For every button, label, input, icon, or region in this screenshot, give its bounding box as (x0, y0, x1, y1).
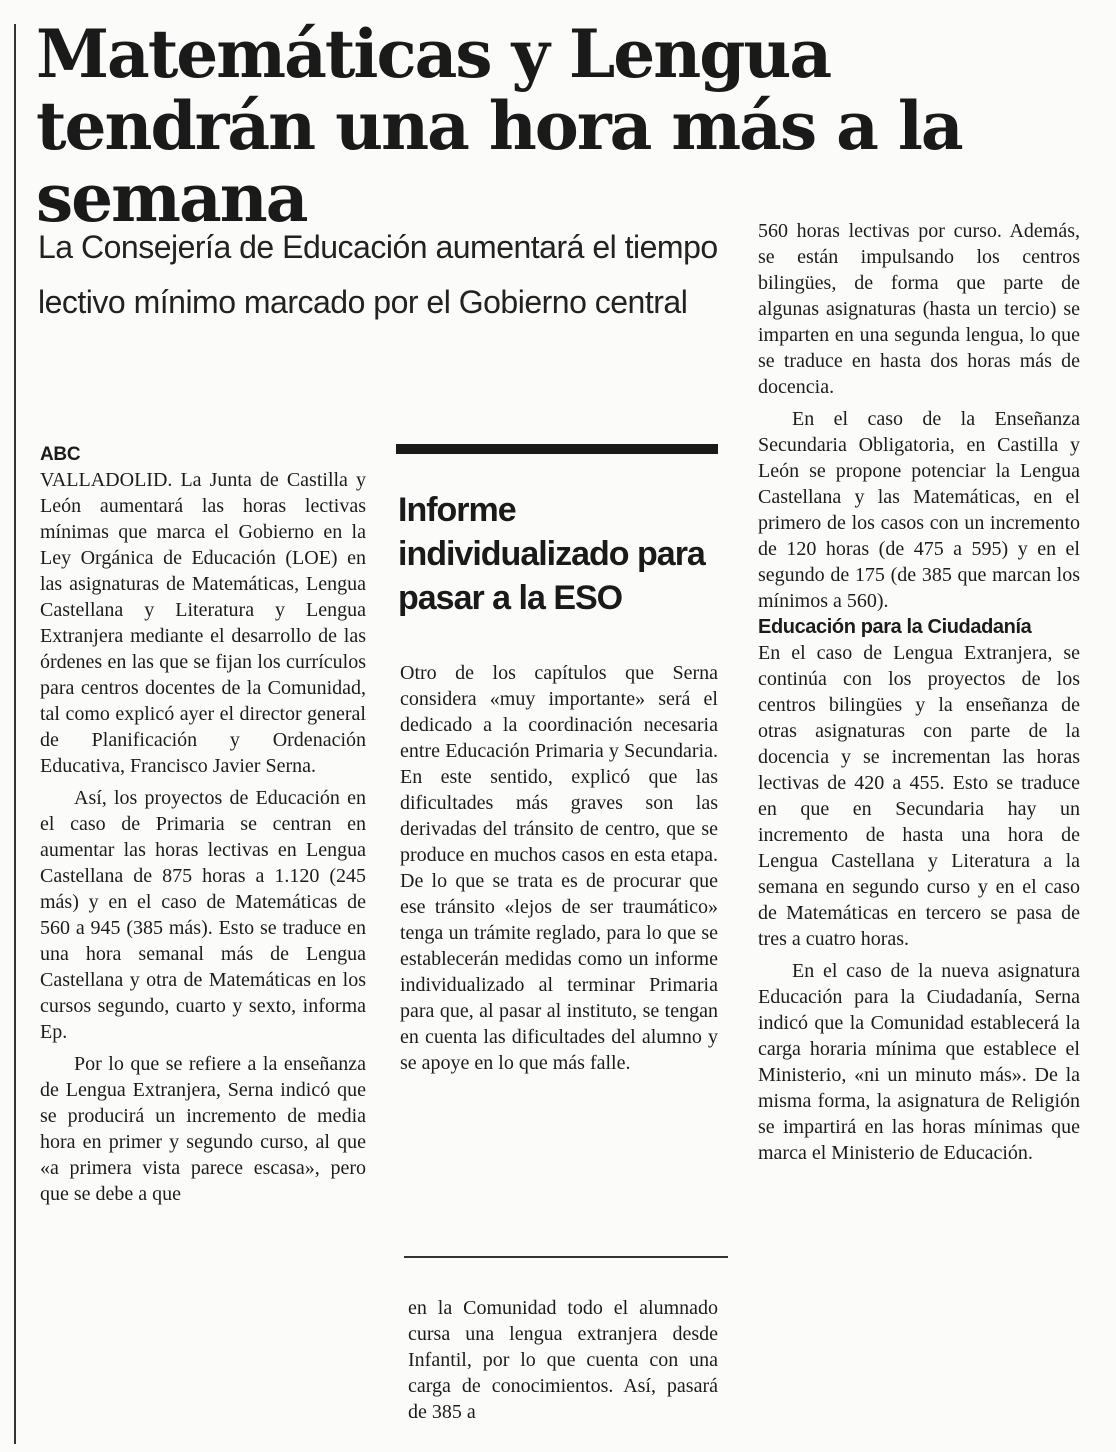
paragraph: En el caso de la Enseñanza Secundaria Obligatoria, en Castilla y León se propone potenciar la Lengua Castellana y las Matemáticas, en el primero de los casos con un incremento de 120 horas (de 475 a 595) y en el segundo de 175 (de 385 que marcan los mínimos a 560). (758, 408, 1080, 612)
paragraph: 560 horas lectivas por curso. Además, se están impulsando los centros bilingües, de forma que parte de algunas asignaturas (hasta un tercio) se imparten en una segunda lengua, lo que se traduce en hasta dos horas más de docencia. (758, 220, 1080, 398)
sidebar-title: Informe individualizado para pasar a la ESO (398, 491, 705, 617)
subheading: Educación para la Ciudadanía (758, 616, 1032, 638)
byline: ABC (40, 444, 81, 465)
paragraph: En el caso de Lengua Extranjera, se continúa con los proyectos de los centros bilingües y la enseñanza de otras asignaturas con parte de la docencia y se incrementan las horas lectivas de 420 a 455. Esto se traduce en que en Secundaria hay un incremento de hasta una hora de Lengua Castellana y Literatura a la semana en segundo curso y en el caso de Matemáticas en tercero se pasa de tres a cuatro horas. (758, 642, 1080, 950)
column-1 (40, 443, 366, 1207)
paragraph: en la Comunidad todo el alumnado cursa una lengua extranjera desde Infantil, por lo que cuenta con una carga de conocimientos. Así, pasará de 385 a (408, 1297, 718, 1423)
paragraph: Por lo que se refiere a la enseñanza de Lengua Extranjera, Serna indicó que se producirá un incremento de media hora en primer y segundo curso, al que «a primera vista parece escasa», pero que se debe a que (40, 1053, 366, 1205)
column-3 (758, 218, 1080, 1166)
paragraph: Otro de los capítulos que Serna considera «muy importante» será el dedicado a la coordinación necesaria entre Educación Primaria y Secundaria. En este sentido, explicó que las dificultades más graves son las derivadas del tránsito de centro, que se produce en muchos casos en esta etapa. De lo que se trata es de procurar que ese tránsito «lejos de ser traumático» tenga un trámite reglado, para lo que se establecerán medidas como un informe individualizado al terminar Primaria para que, al pasar al instituto, se tengan en cuenta las dificultades del alumno y se apoye en lo que más falle. (400, 662, 718, 1074)
paragraph: En el caso de la nueva asignatura Educación para la Ciudadanía, Serna indicó que la Comunidad establecerá la carga horaria mínima que establece el Ministerio, «ni un minuto más». De la misma forma, la asignatura de Religión se impartirá en las horas mínimas que marca el Ministerio de Educación. (758, 960, 1080, 1164)
column-2-continuation (408, 1295, 718, 1425)
page-left-rule (14, 24, 16, 1444)
sidebar-top-rule (396, 444, 718, 454)
sidebar-bottom-rule (404, 1256, 728, 1258)
paragraph: Así, los proyectos de Educación en el caso de Primaria se centran en aumentar las horas lectivas en Lengua Castellana de 875 horas a 1.120 (245 más) y en el caso de Matemáticas de 560 a 945 (385 más). Esto se traduce en una hora semanal más de Lengua Castellana y otra de Matemáticas en los cursos segundo, cuarto y sexto, informa Ep. (40, 787, 366, 1043)
headline: Matemáticas y Lengua tendrán una hora más a la semana (36, 15, 962, 237)
paragraph: VALLADOLID. La Junta de Castilla y León aumentará las horas lectivas mínimas que marca el Gobierno en la Ley Orgánica de Educación (LOE) en las asignaturas de Matemáticas, Lengua Castellana y Literatura y Lengua Extranjera mediante el desarrollo de las órdenes en las que se fijan los currículos para centros docentes de la Comunidad, tal como explicó ayer el director general de Planificación y Ordenación Educativa, Francisco Javier Serna. (40, 469, 366, 777)
deck-subtitle: La Consejería de Educación aumentará el tiempo lectivo mínimo marcado por el Gobierno central (38, 229, 718, 320)
sidebar-body (400, 660, 718, 1076)
